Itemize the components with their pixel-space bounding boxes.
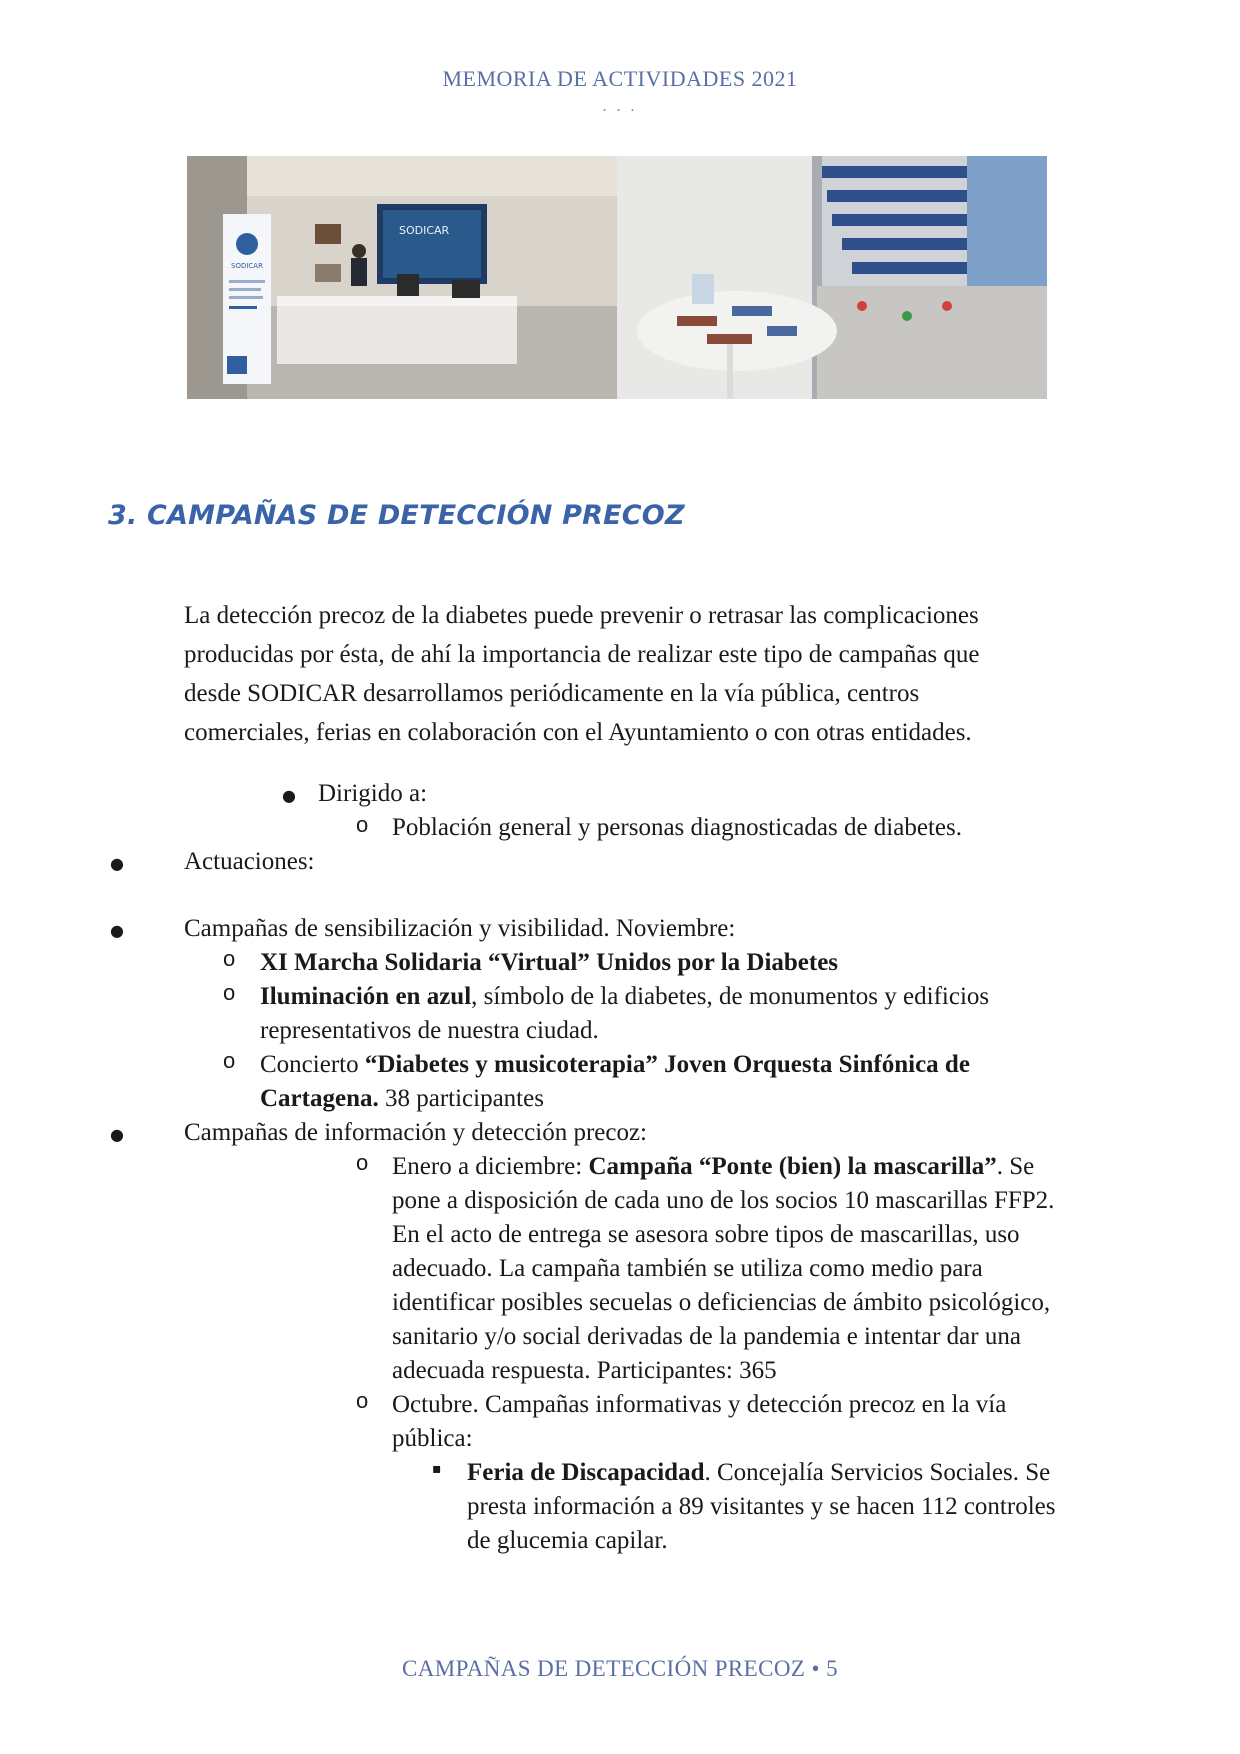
intro-paragraph [184, 596, 1104, 752]
feria-item [467, 1456, 1050, 1490]
actuaciones-label: Actuaciones: [184, 848, 315, 875]
circle-marker: o [356, 812, 369, 837]
iluminacion-item [260, 980, 989, 1014]
intro-line: producidas por ésta, de ahí la importancia de realizar este tipo de campañas que [184, 641, 980, 668]
concierto-bold: “Diabetes y musicoterapia” Joven Orquesta Sinfónica de [364, 1051, 970, 1078]
concierto-prefix: Concierto [260, 1051, 365, 1078]
running-footer: CAMPAÑAS DE DETECCIÓN PRECOZ • 5 [402, 1656, 838, 1681]
iluminacion-rest: , símbolo de la diabetes, de monumentos y edificios [471, 983, 990, 1010]
concierto-bold2: Cartagena. [260, 1085, 379, 1112]
mascarilla-item [392, 1150, 1034, 1184]
circle-marker: o [356, 1388, 369, 1413]
circle-marker: o [223, 980, 236, 1005]
circle-marker: o [223, 946, 236, 971]
dirigido-item: Población general y personas diagnosticadas de diabetes. [392, 814, 962, 841]
feria-line: presta información a 89 visitantes y se hacen 112 controles [467, 1493, 1056, 1520]
banner-brand: SODICAR [231, 262, 263, 270]
circle-marker: o [356, 1150, 369, 1175]
bullet-marker: ● [110, 854, 124, 873]
square-marker: ▪ [432, 1461, 442, 1477]
feria-line: de glucemia capilar. [467, 1527, 668, 1554]
sensibilizacion-label: Campañas de sensibilización y visibilidad. Noviembre: [184, 915, 736, 942]
mascarilla-prefix: Enero a diciembre: [392, 1153, 589, 1180]
mascarilla-line: identificar posibles secuelas o deficiencias de ámbito psicológico, [392, 1289, 1051, 1316]
intro-line: desde SODICAR desarrollamos periódicamente en la vía pública, centros [184, 680, 920, 707]
header-ornament: . . . [602, 98, 638, 115]
iluminacion-bold: Iluminación en azul [260, 983, 472, 1010]
marcha-text: XI Marcha Solidaria “Virtual” Unidos por la Diabetes [260, 949, 839, 976]
concierto-rest: 38 participantes [378, 1085, 544, 1112]
intro-line: comerciales, ferias en colaboración con el Ayuntamiento o con otras entidades. [184, 719, 972, 746]
bullet-marker: ● [110, 1125, 124, 1144]
feria-bold: Feria de Discapacidad [467, 1459, 705, 1486]
circle-marker: o [223, 1048, 236, 1073]
mascarilla-line: adecuado. La campaña también se utiliza como medio para [392, 1255, 983, 1282]
intro-line: La detección precoz de la diabetes puede prevenir o retrasar las complicaciones [184, 602, 979, 629]
mascarilla-line: pone a disposición de cada uno de los socios 10 mascarillas FFP2. [392, 1187, 1055, 1214]
running-header: MEMORIA DE ACTIVIDADES 2021 [442, 66, 798, 91]
mascarilla-line: En el acto de entrega se asesora sobre tipos de mascarillas, uso [392, 1221, 1020, 1248]
screen-text: SODICAR [399, 224, 450, 237]
mascarilla-line: adecuada respuesta. Participantes: 365 [392, 1357, 777, 1384]
iluminacion-line2: representativos de nuestra ciudad. [260, 1017, 599, 1044]
mascarilla-bold: Campaña “Ponte (bien) la mascarilla” [588, 1153, 997, 1180]
mascarilla-rest: . Se [996, 1153, 1035, 1180]
feria-rest: . Concejalía Servicios Sociales. Se [704, 1459, 1051, 1486]
concierto-line2 [260, 1082, 544, 1116]
photo-auditorium [617, 156, 1047, 399]
mascarilla-line: sanitario y/o social derivadas de la pandemia e intentar dar una [392, 1323, 1021, 1350]
photo-presentation [187, 156, 617, 399]
marcha-item [260, 946, 838, 980]
octubre-line2: pública: [392, 1425, 473, 1452]
concierto-item [260, 1048, 970, 1082]
bullet-marker: ● [282, 786, 296, 805]
informacion-label: Campañas de información y detección precoz: [184, 1119, 648, 1146]
dirigido-label: Dirigido a: [318, 780, 428, 807]
octubre-line1: Octubre. Campañas informativas y detección precoz en la vía [392, 1391, 1007, 1418]
bullet-marker: ● [110, 921, 124, 940]
section-heading: 3. CAMPAÑAS DE DETECCIÓN PRECOZ [108, 500, 685, 531]
